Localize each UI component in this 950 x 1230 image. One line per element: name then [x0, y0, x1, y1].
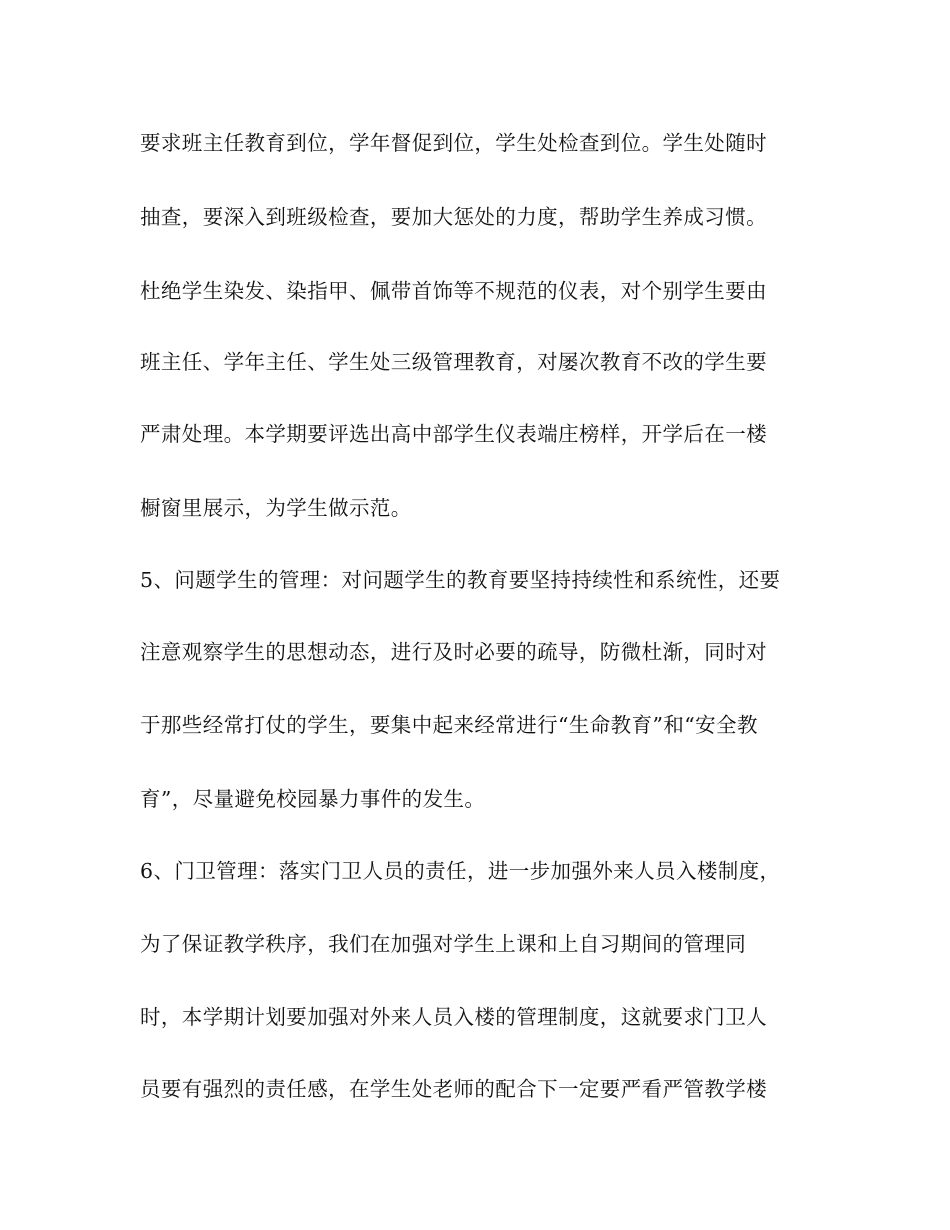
text-line: 5、问题学生的管理：对问题学生的教育要坚持持续性和系统性，还要	[140, 568, 781, 592]
text-line: 班主任、学年主任、学生处三级管理教育，对屡次教育不改的学生要	[140, 350, 767, 374]
text-line: 抽查，要深入到班级检查，要加大惩处的力度，帮助学生养成习惯。	[140, 205, 767, 229]
text-line: 6、门卫管理：落实门卫人员的责任，进一步加强外来人员入楼制度，	[140, 859, 781, 883]
text-line: 员要有强烈的责任感，在学生处老师的配合下一定要严看严管教学楼	[140, 1077, 767, 1101]
text-line: 为了保证教学秩序，我们在加强对学生上课和上自习期间的管理同	[140, 932, 747, 956]
text-line: 育”，尽量避免校园暴力事件的发生。	[140, 787, 486, 811]
text-line: 严肃处理。本学期要评选出高中部学生仪表端庄榜样，开学后在一楼	[140, 422, 767, 446]
text-line: 于那些经常打仗的学生，要集中起来经常进行“生命教育”和“安全教	[140, 713, 758, 737]
text-line: 杜绝学生染发、染指甲、佩带首饰等不规范的仪表，对个别学生要由	[140, 279, 767, 303]
text-line: 注意观察学生的思想动态，进行及时必要的疏导，防微杜渐，同时对	[140, 640, 767, 664]
text-line: 时，本学期计划要加强对外来人员入楼的管理制度，这就要求门卫人	[140, 1005, 767, 1029]
text-line: 橱窗里展示，为学生做示范。	[140, 496, 412, 520]
text-line: 要求班主任教育到位，学年督促到位，学生处检查到位。学生处随时	[140, 131, 767, 155]
